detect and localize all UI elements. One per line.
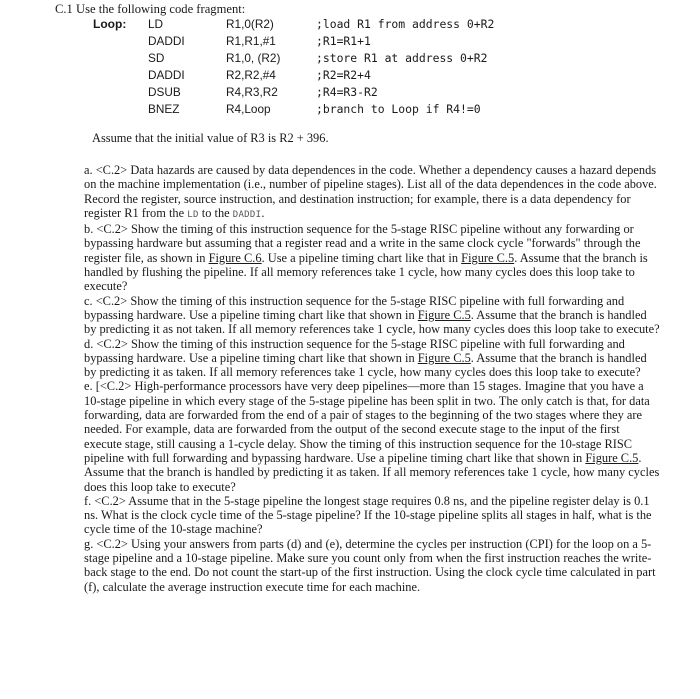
initial-value-assumption: Assume that the initial value of R3 is R2 + 396. (92, 131, 329, 145)
inline-code: DADDI (232, 209, 262, 220)
code-row (0, 16, 700, 33)
code-row (0, 84, 700, 101)
question-b: b. <C.2> Show the timing of this instruction sequence for the 5-stage RISC pipeline without any forwarding or bypassing hardware but assuming that a register read and a write in the same clock cycle "forwards" through the register file, as shown in Figure C.6. Use a pipeline timing chart like that in Figure C.5. Assume that the branch is handled by flushing the pipeline. If all memory references take 1 cycle, how many cycles does this loop take to execute? (84, 222, 648, 294)
code-opcode: BNEZ (148, 102, 180, 116)
code-opcode: DADDI (148, 68, 185, 82)
figure-link[interactable]: Figure C.6 (208, 250, 262, 265)
question-list (84, 163, 660, 594)
question-a: a. <C.2> Data hazards are caused by data dependences in the code. Whether a dependency causes a hazard depends on the machine implementation (i.e., number of pipeline stages). List all of the data dependences in the code above. Record the register, source instruction, and destination instruction; for example, there is a data dependency for register R1 from the LD to the DADDI. (84, 163, 657, 220)
code-opcode: LD (148, 17, 164, 31)
code-operands: R2,R2,#4 (226, 68, 276, 82)
figure-link[interactable]: Figure C.5 (461, 250, 515, 265)
code-comment: ;branch to Loop if R4!=0 (316, 102, 481, 116)
question-e: e. [<C.2> High-performance processors have very deep pipelines—more than 15 stages. Imagine that you have a 10-stage pipeline in which every stage of the 5-stage pipeline has been split in two. The only catch is that, for data forwarding, data are forwarded from the end of a pair of stages to the beginning of the two stages where they are needed. For example, data are forwarded from the output of the second execute stage to the input of the first execute stage, still causing a 1-cycle delay. Show the timing of this instruction sequence for the 10-stage RISC pipeline with full forwarding and bypassing hardware. Use a pipeline timing chart like that shown in Figure C.5. Assume that the branch is handled by predicting it as taken. If all memory references take 1 cycle, how many cycles does this loop take to execute? (84, 379, 660, 494)
code-comment: ;store R1 at address 0+R2 (316, 51, 488, 65)
exercise-heading: C.1 Use the following code fragment: (55, 2, 246, 16)
figure-link[interactable]: Figure C.5 (585, 450, 639, 465)
code-operands: R1,0, (R2) (226, 51, 281, 65)
code-comment: ;R4=R3-R2 (316, 85, 378, 99)
code-comment: ;load R1 from address 0+R2 (316, 17, 495, 31)
code-operands: R4,Loop (226, 102, 271, 116)
code-opcode: SD (148, 51, 165, 65)
code-row (0, 101, 700, 118)
question-c: c. <C.2> Show the timing of this instruction sequence for the 5-stage RISC pipeline with full forwarding and bypassing hardware. Use a pipeline timing chart like that shown in Figure C.5. Assume that the branch is handled by predicting it as not taken. If all memory references take 1 cycle, how many cycles does this loop take to execute? (84, 293, 660, 337)
code-operands: R1,R1,#1 (226, 34, 276, 48)
code-opcode: DADDI (148, 34, 185, 48)
code-row (0, 33, 700, 50)
code-comment: ;R1=R1+1 (316, 34, 371, 48)
figure-link[interactable]: Figure C.5 (417, 307, 471, 322)
question-g: g. <C.2> Using your answers from parts (d) and (e), determine the cycles per instruction (CPI) for the loop on a 5-stage pipeline and a 10-stage pipeline. Make sure you count only from when the first instruction reaches the write-back stage to the end. Do not count the start-up of the first instruction. Using the clock cycle time calculated in part (f), calculate the average instruction execute time for each machine. (84, 536, 656, 594)
question-d: d. <C.2> Show the timing of this instruction sequence for the 5-stage RISC pipeline with full forwarding and bypassing hardware. Use a pipeline timing chart like that shown in Figure C.5. Assume that the branch is handled by predicting it as taken. If all memory references take 1 cycle, how many cycles does this loop take to execute? (84, 336, 647, 380)
loop-label: Loop: (93, 17, 127, 31)
code-fragment (0, 16, 700, 118)
code-operands: R1,0(R2) (226, 17, 274, 31)
code-comment: ;R2=R2+4 (316, 68, 371, 82)
inline-code: LD (187, 209, 199, 220)
code-row (0, 67, 700, 84)
code-operands: R4,R3,R2 (226, 85, 278, 99)
figure-link[interactable]: Figure C.5 (417, 350, 471, 365)
question-f: f. <C.2> Assume that in the 5-stage pipeline the longest stage requires 0.8 ns, and the pipeline register delay is 0.1 ns. What is the clock cycle time of the 5-stage pipeline? If the 10-stage pipeline splits all stages in half, what is the cycle time of the 10-stage machine? (84, 493, 652, 537)
code-opcode: DSUB (148, 85, 181, 99)
code-row (0, 50, 700, 67)
